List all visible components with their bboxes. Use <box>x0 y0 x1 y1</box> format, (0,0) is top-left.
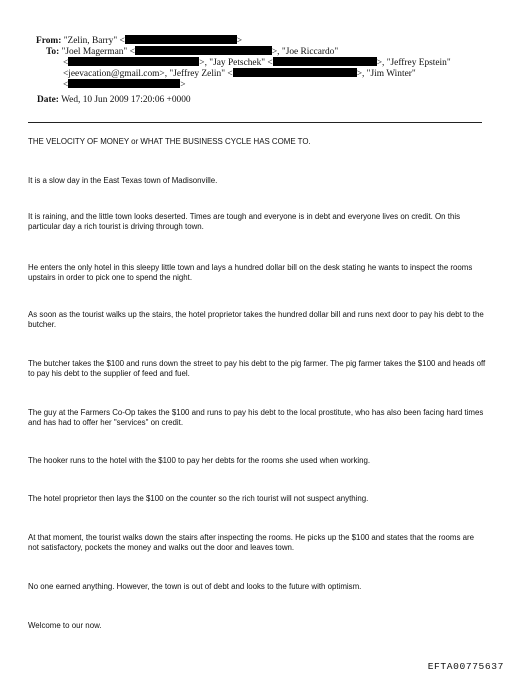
body-paragraph: He enters the only hotel in this sleepy little town and lays a hundred dollar bill on the desk stating he wants to inspect the rooms upstairs in order to pick one to spend the night. <box>28 263 473 282</box>
to-recipient: >, "Joe Riccardo" <box>271 47 339 57</box>
to-recipient: >, "Jay Petschek" < <box>199 58 273 68</box>
redaction-block <box>135 46 272 55</box>
from-line: From: "Zelin, Barry" < > <box>36 36 243 46</box>
date-value: Wed, 10 Jun 2009 17:20:06 +0000 <box>61 95 191 105</box>
body-paragraph: As soon as the tourist walks up the stairs, the hotel proprietor takes the hundred dollar bill and runs next door to pay his debt to the butcher. <box>28 310 484 329</box>
body-paragraph: The hooker runs to the hotel with the $100 to pay her debts for the rooms she used when working. <box>28 456 371 465</box>
body-paragraph: No one earned anything. However, the town is out of debt and looks to the future with optimism. <box>28 582 362 591</box>
body-paragraph: The guy at the Farmers Co-Op takes the $100 and runs to pay his debt to the local prostitute, who has also been facing hard times and has had to offer her "services" on credit. <box>28 408 484 427</box>
body-paragraph: The butcher takes the $100 and runs down the street to pay his debt to the pig farmer. The pig farmer takes the $100 and heads off to pay his debt to the supplier of feed and fuel. <box>28 359 486 378</box>
to-recipient: >, "Jeffrey Epstein" <box>376 58 451 68</box>
body-paragraph: At that moment, the tourist walks down the stairs after inspecting the rooms. He picks up the $100 and states that the rooms are not satisfactory, pockets the money and walks out the door and leaves town. <box>28 533 475 552</box>
header-divider <box>28 122 482 123</box>
redaction-block <box>68 57 199 66</box>
document-id: EFTA00775637 <box>427 661 504 672</box>
to-label: To: <box>46 47 60 57</box>
to-line-2: < >, "Jay Petschek" < >, "Jeffrey Epstein" <box>63 58 451 68</box>
body-paragraph: The hotel proprietor then lays the $100 on the counter so the rich tourist will not suspect anything. <box>28 494 369 503</box>
date-line <box>37 95 191 106</box>
body-title: THE VELOCITY OF MONEY or WHAT THE BUSINESS CYCLE HAS COME TO. <box>28 137 311 146</box>
from-label: From: <box>36 36 62 46</box>
from-value: "Zelin, Barry" < <box>63 36 125 46</box>
redaction-block <box>273 57 377 66</box>
to-recipient: "Joel Magerman" < <box>61 47 135 57</box>
body-paragraph: It is a slow day in the East Texas town of Madisonville. <box>28 176 218 185</box>
date-label: Date: <box>37 95 59 105</box>
body-paragraph: It is raining, and the little town looks deserted. Times are tough and everyone is in debt and everyone lives on credit. On this particular day a rich tourist is driving through town. <box>28 212 461 231</box>
redaction-block <box>68 79 180 88</box>
redaction-block <box>125 35 237 44</box>
to-recipient: >, "Jim Winter" <box>356 69 416 79</box>
to-line-4: < > <box>63 80 186 90</box>
body-paragraph: Welcome to our now. <box>28 621 102 630</box>
to-recipient: <jeevacation@gmail.com>, "Jeffrey Zelin" < <box>63 69 233 79</box>
redaction-block <box>233 68 357 77</box>
